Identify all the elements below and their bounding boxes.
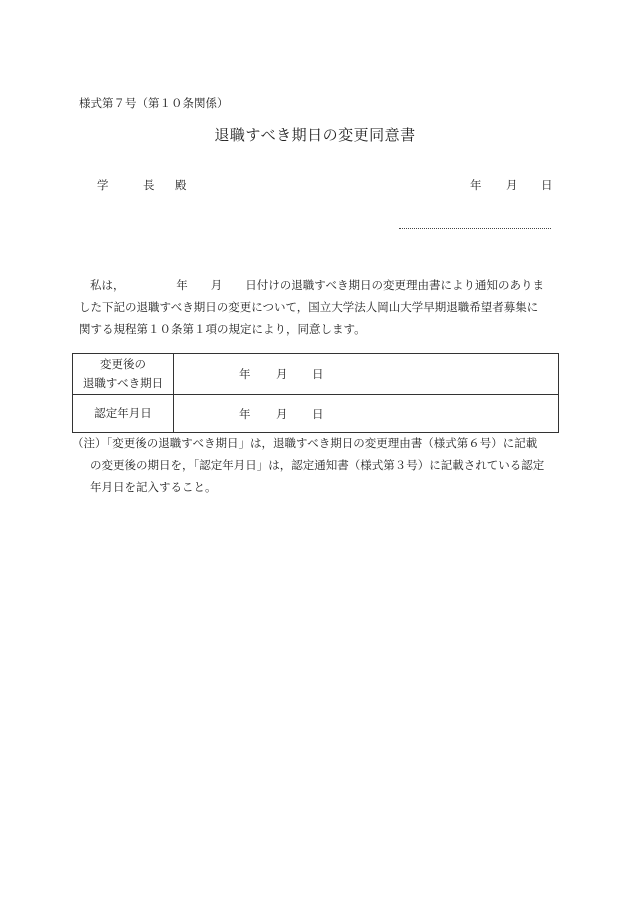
form-number: 様式第７号（第１０条関係）: [79, 96, 229, 110]
row1-month: 月: [276, 367, 288, 381]
addressee: [97, 177, 187, 193]
table-row: [73, 395, 559, 433]
consent-paragraph: [79, 274, 554, 340]
signature-line: [399, 228, 551, 229]
addressee-part2: 長: [143, 178, 155, 192]
document-title: 退職すべき期日の変更同意書: [214, 126, 416, 144]
date-day: 日: [541, 178, 553, 192]
note-line: 年月日を記入すること。: [90, 480, 217, 494]
label-line: 退職すべき期日: [82, 376, 164, 390]
date-table: [72, 353, 559, 433]
note: [72, 432, 559, 498]
addressee-part3: 殿: [175, 178, 187, 192]
addressee-part1: 学: [97, 178, 109, 192]
row1-year: 年: [239, 367, 251, 381]
row2-year: 年: [239, 406, 251, 421]
approval-date-label: 認定年月日: [73, 395, 174, 433]
changed-date-value: [174, 354, 559, 395]
table-row: [73, 354, 559, 395]
note-line: （注）「変更後の退職すべき期日」は，退職すべき期日の変更理由書（様式第６号）に記載: [72, 436, 538, 450]
row1-day: 日: [312, 367, 324, 381]
note-line: の変更後の期日を，「認定年月日」は，認定通知書（様式第３号）に記載されている認定: [90, 458, 545, 472]
row2-day: 日: [312, 406, 324, 421]
approval-date-value: [174, 395, 559, 433]
paragraph-line: 関する規程第１０条第１項の規定により，同意します。: [79, 322, 366, 336]
date-month: 月: [506, 178, 518, 192]
paragraph-line: した下記の退職すべき期日の変更について，国立大学法人岡山大学早期退職希望者募集に: [79, 300, 539, 314]
date-year: 年: [470, 178, 482, 192]
date-line: [470, 177, 553, 193]
row2-month: 月: [276, 406, 288, 421]
changed-date-label: [73, 354, 174, 395]
label-line: 変更後の: [100, 357, 146, 371]
paragraph-line: 私は， 年 月 日付けの退職すべき期日の変更理由書により通知のありま: [90, 278, 545, 292]
